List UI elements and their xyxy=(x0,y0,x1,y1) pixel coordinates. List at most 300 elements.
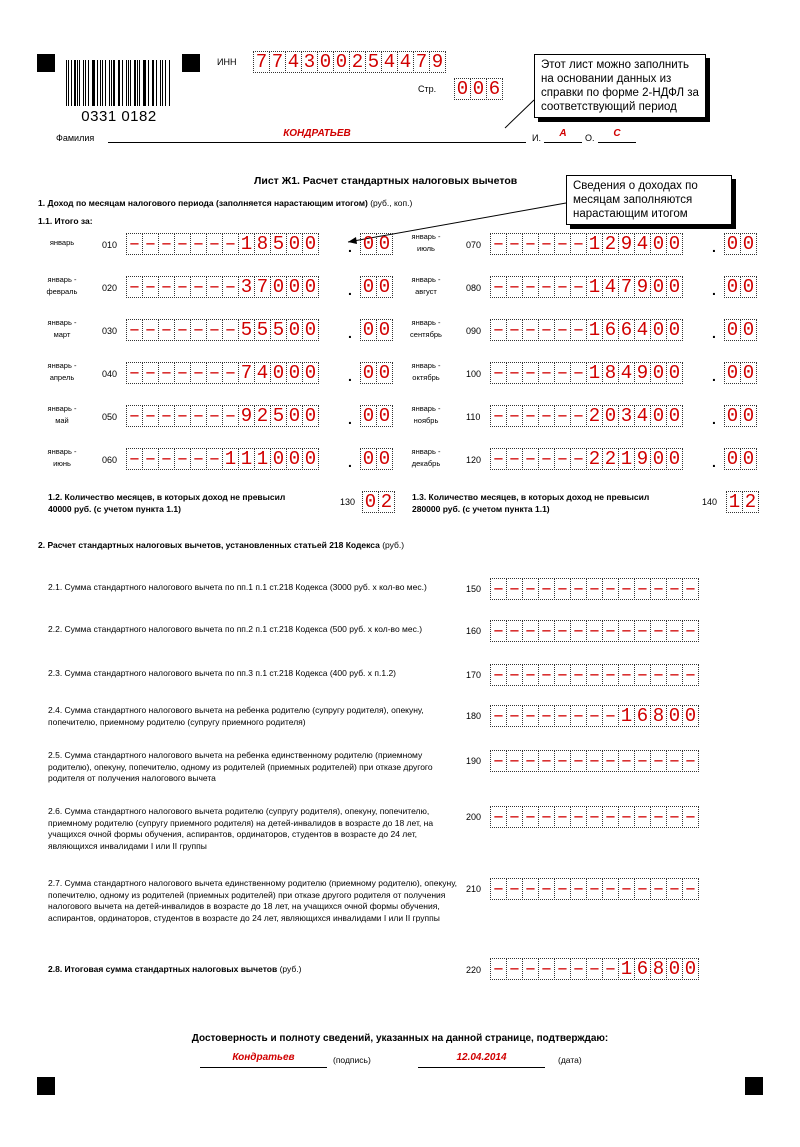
digit-cell: 5 xyxy=(238,319,255,341)
digit-cell: – xyxy=(158,448,175,470)
count-140-field[interactable] xyxy=(726,491,758,513)
deduction-description: 2.4. Сумма стандартного налогового вычета на ребенка родителю (супругу родителя), опекуну, попечителю, приемному родителю (супругу приемного родителя) xyxy=(48,705,424,727)
digit-cell: – xyxy=(506,878,523,900)
month-label xyxy=(398,274,454,298)
digit-cell: – xyxy=(586,705,603,727)
digit-cell: – xyxy=(586,664,603,686)
digit-cell: 8 xyxy=(650,705,667,727)
digit-cell: 2 xyxy=(349,51,366,73)
digit-cell: – xyxy=(490,362,507,384)
digit-cell: – xyxy=(634,620,651,642)
inn-label: ИНН xyxy=(217,57,237,67)
digit-cell: – xyxy=(206,405,223,427)
digit-cell: 1 xyxy=(222,448,239,470)
month-label-line1: январь - xyxy=(47,361,77,370)
digit-cell: – xyxy=(554,405,571,427)
digit-cell: 2 xyxy=(602,233,619,255)
code-220: 220 xyxy=(466,965,482,975)
digit-cell: – xyxy=(634,878,651,900)
digit-cell: 2 xyxy=(602,448,619,470)
digit-cell: – xyxy=(174,233,191,255)
digit-cell: – xyxy=(222,233,239,255)
digit-cell: 0 xyxy=(724,362,741,384)
digit-cell: – xyxy=(522,806,539,828)
digit-cell: – xyxy=(126,233,143,255)
digit-cell: 0 xyxy=(362,491,379,513)
digit-cell: 0 xyxy=(333,51,350,73)
income-kop-field[interactable] xyxy=(360,319,392,341)
digit-cell: 6 xyxy=(634,705,651,727)
month-label-line1: январь - xyxy=(47,318,77,327)
deduction-description: 2.1. Сумма стандартного налогового вычета по пп.1 п.1 ст.218 Кодекса (3000 руб. х кол-во мес.) xyxy=(48,582,427,592)
digit-cell: 9 xyxy=(634,276,651,298)
line-code: 180 xyxy=(466,711,482,721)
digit-cell: 0 xyxy=(302,319,319,341)
initial-i-label: И. xyxy=(532,133,541,143)
corner-marker xyxy=(745,1077,763,1095)
digit-cell: – xyxy=(522,750,539,772)
income-rub-field[interactable] xyxy=(490,319,682,341)
digit-cell: 1 xyxy=(586,233,603,255)
digit-cell: 5 xyxy=(270,405,287,427)
digit-cell: – xyxy=(602,878,619,900)
digit-cell: – xyxy=(506,806,523,828)
callout-pointer-line xyxy=(505,100,534,128)
digit-cell: 6 xyxy=(618,319,635,341)
income-kop-field[interactable] xyxy=(360,405,392,427)
digit-cell: – xyxy=(506,750,523,772)
digit-cell: 1 xyxy=(586,319,603,341)
digit-cell: – xyxy=(522,233,539,255)
deduction-amount-field[interactable] xyxy=(490,578,698,600)
digit-cell: – xyxy=(554,878,571,900)
digit-cell: 0 xyxy=(376,362,393,384)
digit-cell: 0 xyxy=(360,233,377,255)
digit-cell: – xyxy=(506,705,523,727)
digit-cell: 0 xyxy=(740,276,757,298)
digit-cell: 7 xyxy=(618,276,635,298)
digit-cell: 0 xyxy=(740,233,757,255)
digit-cell: – xyxy=(174,405,191,427)
digit-cell: – xyxy=(570,233,587,255)
income-kop-field[interactable] xyxy=(360,362,392,384)
income-rub-field[interactable] xyxy=(490,362,682,384)
digit-cell: – xyxy=(174,319,191,341)
digit-cell: – xyxy=(522,362,539,384)
digit-cell: 1 xyxy=(586,362,603,384)
digit-cell: – xyxy=(586,806,603,828)
digit-cell: 0 xyxy=(360,362,377,384)
income-kop-field[interactable] xyxy=(724,319,756,341)
month-label-line2: июль xyxy=(417,244,435,253)
section1-title: 1. Доход по месяцам налогового периода (заполняется нарастающим итогом) xyxy=(38,198,368,208)
digit-cell: 0 xyxy=(740,319,757,341)
month-label-line2: июнь xyxy=(53,459,71,468)
digit-cell: – xyxy=(490,878,507,900)
digit-cell: – xyxy=(650,878,667,900)
decimal-point: . xyxy=(348,368,352,384)
month-label-line2: май xyxy=(55,416,69,425)
digit-cell: 5 xyxy=(254,319,271,341)
line-code: 200 xyxy=(466,812,482,822)
digit-cell: – xyxy=(190,405,207,427)
digit-cell: – xyxy=(602,664,619,686)
digit-cell: – xyxy=(554,319,571,341)
deduction-amount-field[interactable] xyxy=(490,750,698,772)
digit-cell: 0 xyxy=(376,319,393,341)
digit-cell: – xyxy=(618,620,635,642)
digit-cell: – xyxy=(142,448,159,470)
digit-cell: 1 xyxy=(618,705,635,727)
digit-cell: – xyxy=(602,750,619,772)
sheet-title: Лист Ж1. Расчет стандартных налоговых вычетов xyxy=(254,175,518,187)
digit-cell: – xyxy=(506,276,523,298)
digit-cell: – xyxy=(490,319,507,341)
digit-cell: 0 xyxy=(666,958,683,980)
income-kop-field[interactable] xyxy=(724,233,756,255)
digit-cell: 0 xyxy=(286,448,303,470)
digit-cell: 0 xyxy=(376,233,393,255)
digit-cell: 0 xyxy=(470,78,487,100)
digit-cell: 0 xyxy=(302,362,319,384)
digit-cell: 4 xyxy=(634,319,651,341)
deduction-amount-field[interactable] xyxy=(490,806,698,828)
income-rub-field[interactable] xyxy=(490,276,682,298)
digit-cell: 0 xyxy=(454,78,471,100)
digit-cell: 8 xyxy=(650,958,667,980)
digit-cell: 6 xyxy=(486,78,503,100)
digit-cell: – xyxy=(554,750,571,772)
month-label-line1: январь xyxy=(49,238,75,247)
digit-cell: 0 xyxy=(286,319,303,341)
corner-marker xyxy=(37,1077,55,1095)
digit-cell: – xyxy=(142,362,159,384)
income-rub-field[interactable] xyxy=(490,233,682,255)
digit-cell: 7 xyxy=(253,51,270,73)
digit-cell: – xyxy=(222,319,239,341)
digit-cell: – xyxy=(538,448,555,470)
digit-cell: – xyxy=(522,578,539,600)
digit-cell: 0 xyxy=(286,276,303,298)
deduction-amount-field[interactable] xyxy=(490,878,698,900)
digit-cell: 0 xyxy=(666,319,683,341)
digit-cell: – xyxy=(538,578,555,600)
digit-cell: – xyxy=(522,958,539,980)
digit-cell: – xyxy=(206,448,223,470)
digit-cell: – xyxy=(682,578,699,600)
digit-cell: 1 xyxy=(726,491,743,513)
digit-cell: – xyxy=(538,705,555,727)
digit-cell: – xyxy=(142,233,159,255)
digit-cell: 7 xyxy=(269,51,286,73)
deduction-amount-field[interactable] xyxy=(490,664,698,686)
digit-cell: 0 xyxy=(650,319,667,341)
digit-cell: – xyxy=(682,878,699,900)
digit-cell: – xyxy=(158,319,175,341)
income-rub-field[interactable] xyxy=(490,405,682,427)
digit-cell: – xyxy=(538,620,555,642)
month-label xyxy=(398,403,454,427)
month-label-line1: январь - xyxy=(47,275,77,284)
digit-cell: – xyxy=(554,578,571,600)
digit-cell: 0 xyxy=(666,362,683,384)
digit-cell: 2 xyxy=(254,405,271,427)
income-kop-field[interactable] xyxy=(724,362,756,384)
digit-cell: 7 xyxy=(413,51,430,73)
line-code: 050 xyxy=(102,412,118,422)
decimal-point: . xyxy=(348,325,352,341)
digit-cell: 4 xyxy=(634,405,651,427)
line-code: 100 xyxy=(466,369,482,379)
digit-cell: 0 xyxy=(360,448,377,470)
digit-cell: – xyxy=(586,958,603,980)
digit-cell: – xyxy=(570,664,587,686)
digit-cell: 2 xyxy=(742,491,759,513)
digit-cell: 9 xyxy=(634,362,651,384)
digit-cell: – xyxy=(666,620,683,642)
digit-cell: 0 xyxy=(360,276,377,298)
digit-cell: – xyxy=(522,405,539,427)
digit-cell: 7 xyxy=(238,362,255,384)
digit-cell: 9 xyxy=(238,405,255,427)
digit-cell: – xyxy=(222,362,239,384)
page-label: Стр. xyxy=(418,84,437,94)
digit-cell: – xyxy=(490,448,507,470)
digit-cell: – xyxy=(522,319,539,341)
digit-cell: – xyxy=(126,405,143,427)
digit-cell: – xyxy=(538,958,555,980)
digit-cell: 5 xyxy=(270,319,287,341)
digit-cell: – xyxy=(506,578,523,600)
digit-cell: – xyxy=(570,578,587,600)
count-130-field[interactable] xyxy=(362,491,394,513)
month-label-line2: март xyxy=(53,330,71,339)
income-rub-field[interactable] xyxy=(126,276,318,298)
digit-cell: – xyxy=(506,664,523,686)
digit-cell: – xyxy=(650,806,667,828)
digit-cell: 0 xyxy=(666,233,683,255)
digit-cell: 0 xyxy=(650,405,667,427)
digit-cell: – xyxy=(506,362,523,384)
deduction-amount-field[interactable] xyxy=(490,705,698,727)
income-rub-field[interactable] xyxy=(490,448,682,470)
digit-cell: – xyxy=(158,276,175,298)
digit-cell: 0 xyxy=(317,51,334,73)
digit-cell: 0 xyxy=(302,276,319,298)
month-label-line1: январь - xyxy=(411,232,441,241)
digit-cell: – xyxy=(554,448,571,470)
digit-cell: – xyxy=(586,878,603,900)
digit-cell: 0 xyxy=(376,405,393,427)
digit-cell: 0 xyxy=(650,276,667,298)
initial-i-field[interactable]: А xyxy=(544,128,582,143)
digit-cell: 4 xyxy=(397,51,414,73)
income-kop-field[interactable] xyxy=(724,276,756,298)
digit-cell: – xyxy=(602,958,619,980)
digit-cell: – xyxy=(522,620,539,642)
digit-cell: – xyxy=(538,664,555,686)
digit-cell: 0 xyxy=(724,319,741,341)
month-label xyxy=(398,231,454,255)
income-rub-field[interactable] xyxy=(126,233,318,255)
digit-cell: – xyxy=(570,750,587,772)
month-label xyxy=(34,360,90,384)
digit-cell: 3 xyxy=(301,51,318,73)
digit-cell: 0 xyxy=(302,405,319,427)
total-deduction-field[interactable] xyxy=(490,958,698,980)
line-code: 070 xyxy=(466,240,482,250)
total-unit: (руб.) xyxy=(279,964,302,974)
digit-cell: – xyxy=(222,276,239,298)
digit-cell: 0 xyxy=(302,448,319,470)
digit-cell: – xyxy=(538,233,555,255)
month-label xyxy=(34,446,90,470)
line-code: 210 xyxy=(466,884,482,894)
digit-cell: 6 xyxy=(602,319,619,341)
digit-cell: – xyxy=(490,233,507,255)
line-code: 020 xyxy=(102,283,118,293)
digit-cell: 0 xyxy=(682,958,699,980)
deduction-description: 2.7. Сумма стандартного налогового вычета единственному родителю (приемному родителю), опекуну, попечителю, одному из родителей (приемных родителей) при отказе другого родителя от получения налогового вычета на детей-инвалидов в возрасте до 18 лет, на учащихся очной формы обучения, аспирантов, ординаторов, студентов в возрасте до 24 лет, являющихся инвалидами I или II группы xyxy=(48,878,457,923)
digit-cell: – xyxy=(206,233,223,255)
digit-cell: 4 xyxy=(634,233,651,255)
income-rub-field[interactable] xyxy=(126,319,318,341)
deduction-amount-field[interactable] xyxy=(490,620,698,642)
digit-cell: – xyxy=(570,806,587,828)
digit-cell: 8 xyxy=(254,233,271,255)
digit-cell: – xyxy=(126,448,143,470)
digit-cell: – xyxy=(570,362,587,384)
income-kop-field[interactable] xyxy=(724,448,756,470)
count-140-text: 1.3. Количество месяцев, в которых доход не превысил 280000 руб. (с учетом пункта 1.1) xyxy=(412,492,650,514)
date-field[interactable]: 12.04.2014 xyxy=(418,1052,545,1068)
digit-cell: – xyxy=(554,958,571,980)
digit-cell: – xyxy=(618,750,635,772)
income-rub-field[interactable] xyxy=(126,405,318,427)
month-label xyxy=(34,274,90,298)
digit-cell: – xyxy=(650,620,667,642)
digit-cell: – xyxy=(506,233,523,255)
digit-cell: – xyxy=(522,448,539,470)
digit-cell: – xyxy=(666,878,683,900)
digit-cell: 1 xyxy=(238,233,255,255)
digit-cell: – xyxy=(618,806,635,828)
digit-cell: – xyxy=(490,405,507,427)
line-code: 190 xyxy=(466,756,482,766)
month-label xyxy=(34,403,90,427)
month-label-line2: ноябрь xyxy=(413,416,439,425)
digit-cell: – xyxy=(142,276,159,298)
signature-label: (подпись) xyxy=(333,1055,371,1065)
digit-cell: 1 xyxy=(586,276,603,298)
digit-cell: 3 xyxy=(238,276,255,298)
digit-cell: 0 xyxy=(286,405,303,427)
income-kop-field[interactable] xyxy=(360,233,392,255)
month-label-line1: январь - xyxy=(411,404,441,413)
month-label-line2: сентябрь xyxy=(410,330,442,339)
digit-cell: 4 xyxy=(254,362,271,384)
initial-o-field[interactable]: С xyxy=(598,128,636,143)
digit-cell: 0 xyxy=(270,362,287,384)
month-label-line1: январь - xyxy=(411,318,441,327)
digit-cell: 0 xyxy=(360,319,377,341)
digit-cell: 9 xyxy=(429,51,446,73)
digit-cell: 0 xyxy=(286,362,303,384)
digit-cell: – xyxy=(522,664,539,686)
digit-cell: – xyxy=(190,233,207,255)
digit-cell: 8 xyxy=(602,362,619,384)
line-code: 120 xyxy=(466,455,482,465)
hint-callout-2ndfl: Этот лист можно заполнить на основании данных из справки по форме 2-НДФЛ за соответствующий период xyxy=(534,54,706,118)
digit-cell: – xyxy=(602,578,619,600)
digit-cell: – xyxy=(538,750,555,772)
deduction-description: 2.6. Сумма стандартного налогового вычета родителю (супругу родителя), опекуну, попечителю, приемному родителю (супругу приемного родителя) на детей-инвалидов в возрасте до 18 лет, на учащихся очной формы обучения, аспирантов, ординаторов, студентов в возрасте до 24 лет, являющихся инвалидами I или II группы xyxy=(48,806,434,851)
digit-cell: – xyxy=(554,705,571,727)
income-kop-field[interactable] xyxy=(360,276,392,298)
digit-cell: – xyxy=(618,878,635,900)
digit-cell: 4 xyxy=(285,51,302,73)
month-label-line1: январь - xyxy=(411,275,441,284)
digit-cell: – xyxy=(490,806,507,828)
income-kop-field[interactable] xyxy=(724,405,756,427)
digit-cell: – xyxy=(666,806,683,828)
digit-cell: – xyxy=(634,750,651,772)
digit-cell: – xyxy=(490,276,507,298)
digit-cell: – xyxy=(554,664,571,686)
month-label-line2: октябрь xyxy=(412,373,440,382)
month-label-line1: январь - xyxy=(47,404,77,413)
line-code: 040 xyxy=(102,369,118,379)
income-rub-field[interactable] xyxy=(126,448,318,470)
digit-cell: 0 xyxy=(740,362,757,384)
digit-cell: – xyxy=(538,806,555,828)
digit-cell: 0 xyxy=(724,405,741,427)
digit-cell: – xyxy=(506,620,523,642)
digit-cell: – xyxy=(522,878,539,900)
digit-cell: 0 xyxy=(286,233,303,255)
digit-cell: 0 xyxy=(724,276,741,298)
digit-cell: 9 xyxy=(634,448,651,470)
confirm-text: Достоверность и полноту сведений, указанных на данной странице, подтверждаю: xyxy=(191,1033,609,1044)
digit-cell: – xyxy=(190,276,207,298)
digit-cell: – xyxy=(586,620,603,642)
line-code: 150 xyxy=(466,584,482,594)
surname-field[interactable]: КОНДРАТЬЕВ xyxy=(108,128,526,143)
digit-cell: – xyxy=(570,405,587,427)
signature-field[interactable]: Кондратьев xyxy=(200,1052,327,1068)
digit-cell: 1 xyxy=(238,448,255,470)
digit-cell: – xyxy=(650,750,667,772)
digit-cell: 6 xyxy=(634,958,651,980)
decimal-point: . xyxy=(712,325,716,341)
month-label xyxy=(34,237,90,249)
digit-cell: – xyxy=(490,705,507,727)
digit-cell: – xyxy=(206,276,223,298)
decimal-point: . xyxy=(348,454,352,470)
digit-cell: – xyxy=(158,233,175,255)
decimal-point: . xyxy=(712,282,716,298)
digit-cell: – xyxy=(490,664,507,686)
income-kop-field[interactable] xyxy=(360,448,392,470)
digit-cell: – xyxy=(682,806,699,828)
income-rub-field[interactable] xyxy=(126,362,318,384)
digit-cell: – xyxy=(538,878,555,900)
month-label-line1: январь - xyxy=(411,447,441,456)
digit-cell: – xyxy=(570,705,587,727)
surname-label: Фамилия xyxy=(56,133,95,143)
digit-cell: 0 xyxy=(682,705,699,727)
digit-cell: – xyxy=(554,620,571,642)
